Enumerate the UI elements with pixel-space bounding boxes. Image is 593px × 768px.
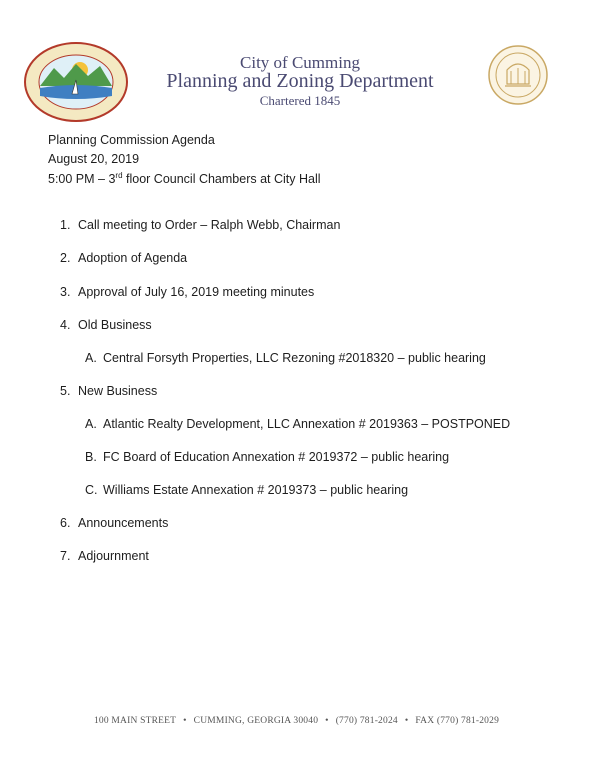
item-letter: A.	[85, 417, 97, 431]
item-number: 7.	[60, 549, 71, 563]
item-text: Central Forsyth Properties, LLC Rezoning #2018320 – public hearing	[103, 351, 486, 365]
agenda-item-4	[60, 318, 152, 332]
time-superscript: rd	[115, 171, 123, 180]
item-letter: C.	[85, 483, 98, 497]
agenda-item-5c	[85, 483, 408, 497]
item-number: 2.	[60, 251, 71, 265]
item-text: Adjournment	[78, 549, 149, 563]
item-letter: B.	[85, 450, 97, 464]
time-prefix: 5:00 PM – 3	[48, 172, 116, 187]
footer-separator: •	[404, 716, 409, 726]
item-number: 3.	[60, 285, 71, 299]
header-chartered: Chartered 1845	[259, 93, 341, 108]
footer-street: 100 MAIN STREET	[93, 716, 177, 726]
header-city: City of Cumming	[240, 53, 360, 72]
time-suffix: floor Council Chambers at City Hall	[122, 172, 321, 187]
item-text: Approval of July 16, 2019 meeting minutes	[78, 285, 315, 299]
agenda-item-6	[60, 516, 168, 530]
item-text: Williams Estate Annexation # 2019373 – public hearing	[103, 483, 409, 497]
item-text: Old Business	[78, 318, 152, 332]
agenda-item-5a	[85, 417, 510, 431]
agenda-item-7	[60, 549, 149, 563]
item-text: New Business	[78, 384, 158, 398]
agenda-item-5	[60, 384, 157, 398]
item-text: Adoption of Agenda	[78, 251, 188, 265]
agenda-item-2	[60, 251, 187, 265]
agenda-item-1	[60, 218, 340, 232]
item-number: 6.	[60, 516, 71, 530]
item-text: Atlantic Realty Development, LLC Annexation # 2019363 – POSTPONED	[103, 417, 511, 431]
agenda-item-5b	[85, 450, 449, 464]
item-number: 5.	[60, 384, 71, 398]
meeting-time-location	[48, 171, 321, 186]
footer-address	[0, 716, 593, 726]
item-text: FC Board of Education Annexation # 2019372 – public hearing	[103, 450, 450, 464]
footer-separator: •	[183, 716, 187, 726]
footer-city: CUMMING, GEORGIA 30040	[193, 716, 319, 726]
agenda-item-3	[60, 285, 314, 299]
footer-separator: •	[325, 716, 329, 726]
header-department: Planning and Zoning Department	[166, 70, 434, 92]
item-text: Announcements	[78, 516, 169, 530]
footer-phone: (770) 781-2024	[335, 716, 398, 726]
item-letter: A.	[85, 351, 97, 365]
state-seal-logo	[487, 44, 549, 106]
item-number: 4.	[60, 318, 71, 332]
agenda-title: Planning Commission Agenda	[48, 133, 215, 147]
agenda-item-4a	[85, 351, 486, 365]
footer-fax: FAX (770) 781-2029	[415, 716, 500, 726]
city-seal-logo	[24, 42, 128, 122]
item-text: Call meeting to Order – Ralph Webb, Chairman	[78, 218, 341, 232]
item-number: 1.	[60, 218, 71, 232]
meeting-date: August 20, 2019	[48, 152, 140, 166]
